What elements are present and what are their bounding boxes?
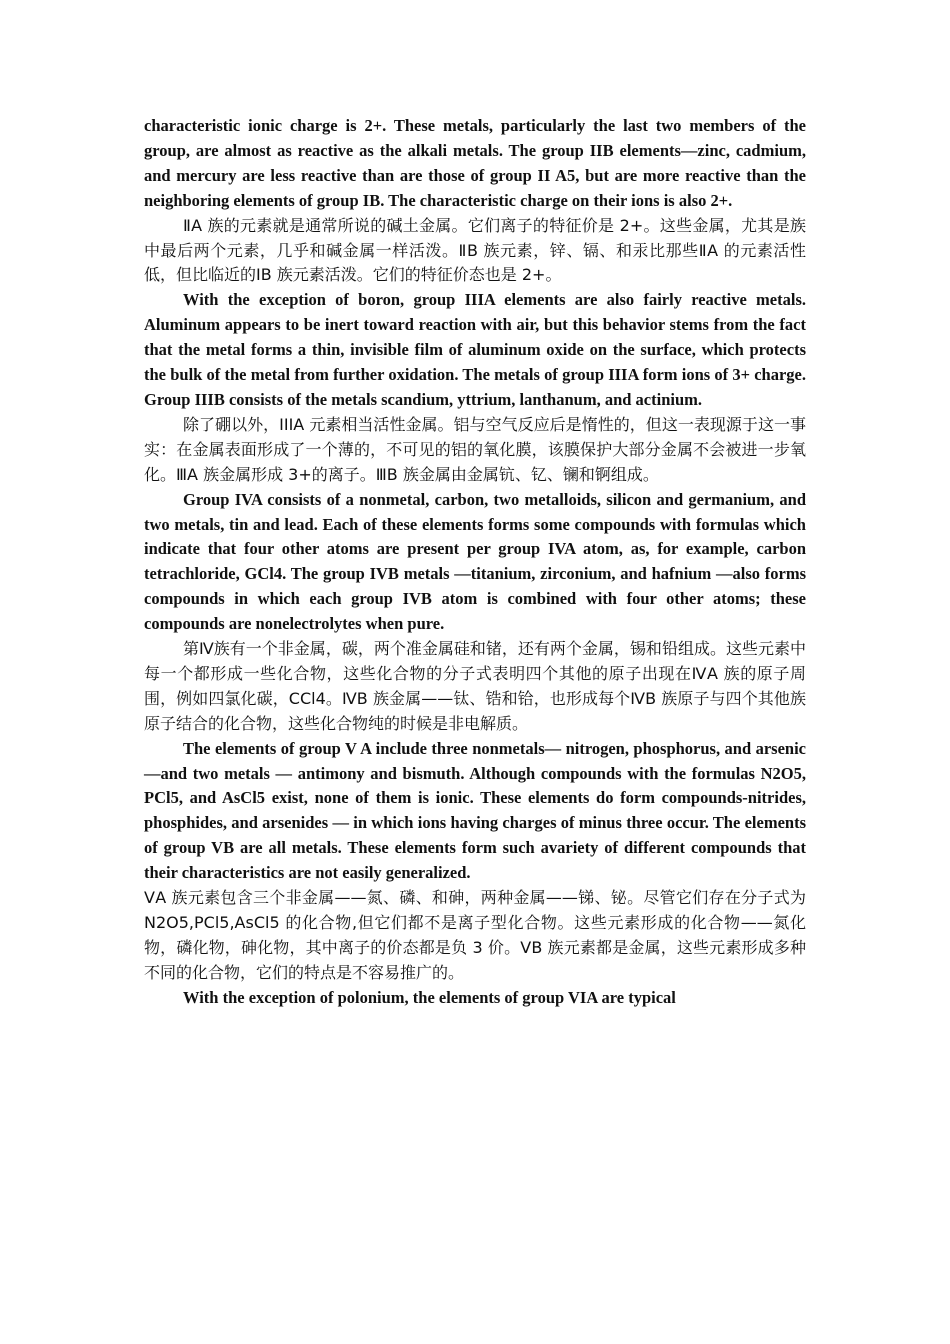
paragraph-group-5-zh: ⅤA 族元素包含三个非金属——氮、磷、和砷，两种金属——锑、铋。尽管它们存在分子式为 N2O5,PCl5,AsCl5 的化合物,但它们都不是离子型化合物。这些元素形成的化合物——氮化物，磷化物，砷化物，其中离子的价态都是负 3 价。ⅤB 族元素都是金属，这些元素形成多种不同的化合物，它们的特点是不容易推广的。 [144, 888, 806, 982]
paragraph-group-2-en: characteristic ionic charge is 2+. These metals, particularly the last two members of the group, are almost as reactive as the alkali metals. The group IIB elements—zinc, cadmium, and mercury are less reactive than are those of group II A5, but are more reactive than the neighboring elements of group IB. The characteristic charge on their ions is also 2+. [144, 116, 806, 210]
paragraph-group-3-en: With the exception of boron, group IIIA elements are also fairly reactive metals. Aluminum appears to be inert toward reaction with air, but this behavior stems from the fact that the metal forms a thin, invisible film of aluminum oxide on the surface, which protects the bulk of the metal from further oxidation. The metals of group IIIA form ions of 3+ charge. Group IIIB consists of the metals scandium, yttrium, lanthanum, and actinium. [144, 290, 806, 409]
paragraph-group-3-zh: 除了硼以外，IIIA 元素相当活性金属。铝与空气反应后是惰性的，但这一表现源于这一事实：在金属表面形成了一个薄的，不可见的铝的氧化膜，该膜保护大部分金属不会被进一步氧化。ⅢA 族金属形成 3+的离子。ⅢB 族金属由金属钪、钇、镧和锕组成。 [144, 414, 806, 484]
paragraph-group-2-zh: ⅡA 族的元素就是通常所说的碱土金属。它们离子的特征价是 2+。这些金属，尤其是族中最后两个元素，几乎和碱金属一样活泼。ⅡB 族元素，锌、镉、和汞比那些ⅡA 的元素活性低，但比临近的ⅠB 族元素活泼。它们的特征价态也是 2+。 [144, 215, 806, 285]
paragraph-group-6-en: With the exception of polonium, the elements of group VIA are typical [183, 987, 676, 1007]
document-page [144, 114, 806, 1011]
paragraph-group-5-en: The elements of group V A include three nonmetals— nitrogen, phosphorus, and arsenic—and two metals — antimony and bismuth. Although compounds with the formulas N2O5, PCl5, and AsCl5 exist, none of them is ionic. These elements do form compounds-nitrides, phosphides, and arsenides — in which ions having charges of minus three occur. The elements of group VB are all metals. These elements form such avariety of different compounds that their characteristics are not easily generalized. [144, 738, 806, 883]
paragraph-group-4-en: Group IVA consists of a nonmetal, carbon, two metalloids, silicon and germanium, and two metals, tin and lead. Each of these elements forms some compounds with formulas which indicate that four other atoms are present per group IVA atom, as, for example, carbon tetrachloride, GCl4. The group IVB metals —titanium, zirconium, and hafnium —also forms compounds in which each group IVB atom is combined with four other atoms; these compounds are nonelectrolytes when pure. [144, 489, 806, 634]
paragraph-group-4-zh: 第Ⅳ族有一个非金属，碳，两个准金属硅和锗，还有两个金属，锡和铅组成。这些元素中每一个都形成一些化合物，这些化合物的分子式表明四个其他的原子出现在ⅣA 族的原子周围，例如四氯化碳，CCl4。ⅣB 族金属——钛、锆和铪，也形成每个ⅣB 族原子与四个其他族原子结合的化合物，这些化合物纯的时候是非电解质。 [144, 639, 806, 733]
